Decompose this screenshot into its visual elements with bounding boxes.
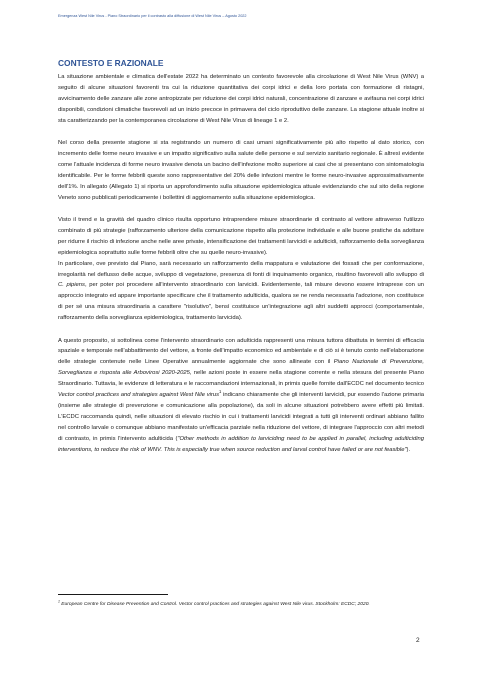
footnote-marker: 1 <box>58 599 60 604</box>
ecdc-text-3: indicano chiaramente che gli interventi larvicidi, pur essendo l'azione primaria (insieme alle strategie di prevenzione e comunicazione alla popolazione), da soli in alcune situazioni potrebbero avere effetti più limitati. L'ECDC raccomanda quindi, nelle situazioni di elevato rischio in cui i trattamenti larvicidi integrati a tutti gli interventi ordinari abbiano fallito nel controllo larvale o comunque abbiano manifestato un'efficacia parziale nella riduzione del vettore, di integrare l'approccio con altri metodi di contrasto, in primis l'intervento adulticida ( <box>58 392 425 442</box>
ecdc-text-2: , nelle azioni poste in essere nella stagione corrente e nella stesura del presente Piano Straordinario. Tuttavia, le evidenze di letteratura e le raccomandazioni internazionali, in primis quelle fornite dall'ECDC nel documento tecnico <box>58 370 424 388</box>
paragraph-epidemiology: Nel corso della presente stagione si sta registrando un numero di casi umani significativamente più alto rispetto al dato storico, con incremento delle forme neuro invasive e un impatto significativo sulla salute delle persone e sul servizio sanitario regionale. È altresì evidente come l'attuale incidenza di forme neuro invasive denota un bacino dell'infezione molto superiore ai casi che si presentano con sintomatologia identificabile. Per le forme febbrili queste sono rappresentative del 20% delle infezioni mentre le forme neuro-invasive approssimativamente dell'1%. In allegato (Allegato 1) si riporta un approfondimento sulla situazione epidemiologica attuale evidenziando che sul sito della regione Veneto sono pubblicati periodicamente i bollettini di aggiornamento sulla situazione epidemiologica. <box>58 140 424 201</box>
paragraph-ecdc <box>58 336 424 456</box>
species-name: C. pipiens <box>58 282 85 289</box>
measures-text-1: In particolare, ove previsto dal Piano, sarà necessario un rafforzamento della mappatura e valutazione dei fossati che per conformazione, irregolarità nel deflusso delle acque, sviluppo di vegetazione, presenza di fonti di inquinamento organico, risultino favorevoli allo sviluppo di <box>58 260 424 278</box>
section-title: CONTESTO E RAZIONALE <box>58 58 164 68</box>
paragraph-context: La situazione ambientale e climatica dell'estate 2022 ha determinato un contesto favorevole alla circolazione di West Nile Virus (WNV) a seguito di alcune situazioni favorenti tra cui la riduzione quantitativa dei corpi idrici e della loro portata con formazione di ristagni, avvicinamento delle zanzare alle zone antropizzate per riduzione dei corpi idrici naturali, concentrazione di zanzare e avifauna nei corpi idrici disponibili, condizioni climatiche favorevoli ad un inizio precoce in primavera del ciclo riproduttivo delle zanzare. La stagione attuale inoltre si sta caratterizzando per la contemporanea circolazione di West Nile Virus di lineage 1 e 2. <box>58 74 424 124</box>
footnote-divider <box>58 594 168 595</box>
paragraph-strategy: Visto il trend e la gravità del quadro clinico risulta opportuno intraprendere misure straordinarie di contrasto al vettore attraverso l'utilizzo combinato di più strategie (rafforzamento ulteriore della comunicazione rispetto alla protezione individuale e alle buone pratiche da adottare per ridurre il rischio di infezione anche nelle aree private, intensificazione dei trattamenti larvicidi e adulticidi, rafforzamento della sorveglianza epidemiologica soprattutto sulle forme febbrili oltre che su quelle neuro-invasive). <box>58 216 424 256</box>
ecdc-text-4: ). <box>406 446 411 453</box>
ecdc-quote: "Other methods in addition to larviciding need to be applied in parallel, including adulticiding interventions, to reduce the risk of WNV. This is especially true when source reduction and larval control have failed or are not feasible" <box>58 435 425 453</box>
running-header: Emergenza West Nile Virus - Piano Straordinario per il contrasto alla diffusione di West Nile Virus – Agosto 2022 <box>58 14 247 18</box>
paragraph-measures <box>58 259 424 324</box>
body-text <box>58 72 424 467</box>
ecdc-text-1: A questo proposito, si sottolinea come l'intervento straordinario con adulticida rappresenti una misura tuttora dibattuta in termini di efficacia spaziale e temporale nell'abbattimento del vettore, a fronte dell'impatto economico ed ambientale e di ciò si è tenuto conto nell'elaborazione delle strategie contenute nelle Linee Operative annualmente aggiornate che sono allineate con il <box>58 337 424 366</box>
footnote <box>58 600 424 609</box>
national-plan-title: Piano Nazionale di Prevenzione, Sorveglianza e risposta alle Arbovirosi 2020-2025 <box>58 359 424 377</box>
footnote-text: European Centre for Disease Prevention and Control. Vector control practices and strategies against West Nile virus. Stockholm: ECDC; 2020. <box>59 602 370 607</box>
measures-text-2: , per poter poi procedere all'intervento straordinario con larvicidi. Evidentemente, tali misure devono essere intraprese con un approccio integrato ed appare importante specificare che il trattamento adulticida, qualora se ne renda necessaria l'adozione, non costituisce di per sé una misura straordinaria a carattere "risolutivo", bensì costituisce un'integrazione agli altri suddetti approcci (comportamentale, rafforzamento della sorveglianza epidemiologica, trattamento larvicida). <box>58 282 424 322</box>
footnote-reference[interactable]: 1 <box>219 389 222 395</box>
ecdc-document-title: Vector control practices and strategies against West Nile virus <box>58 392 220 399</box>
page-number: 2 <box>416 637 420 644</box>
